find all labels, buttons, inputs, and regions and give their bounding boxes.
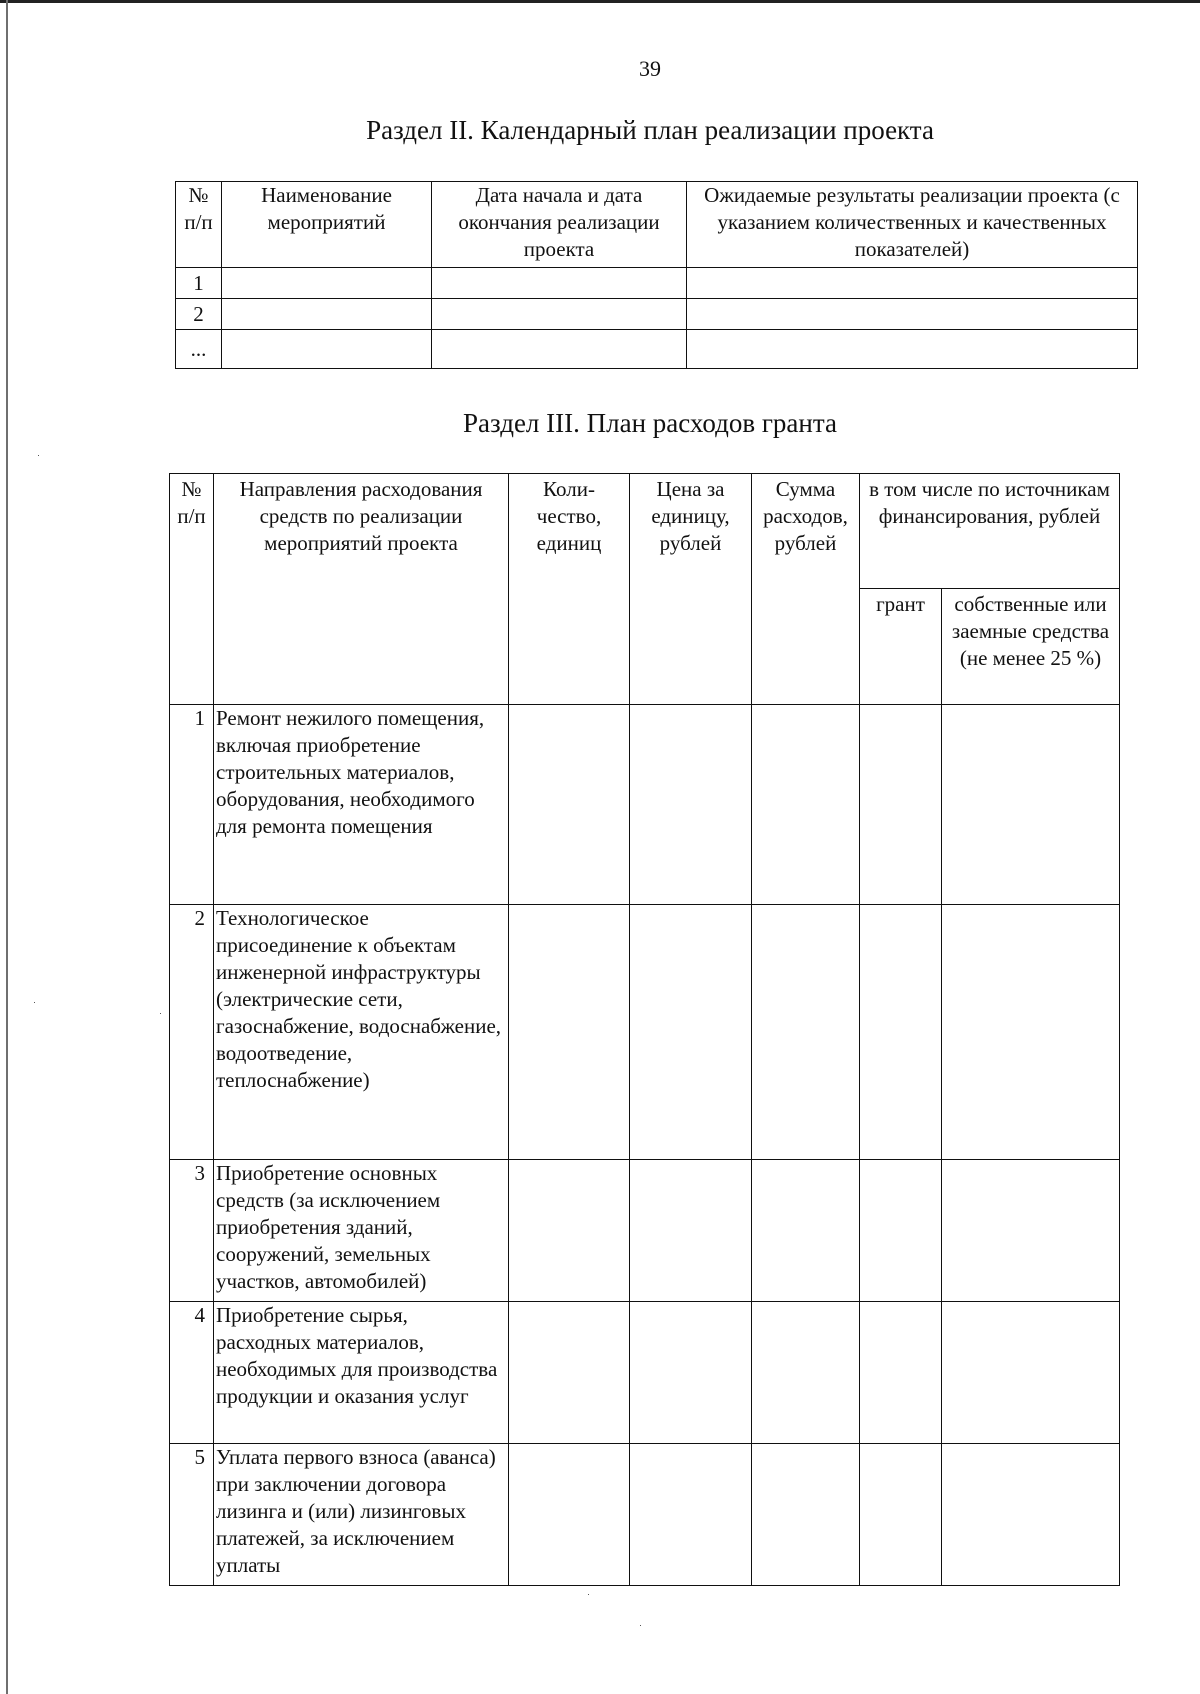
empty-cell	[509, 1160, 630, 1302]
scan-speck	[34, 1002, 35, 1003]
empty-cell	[860, 1444, 942, 1586]
empty-cell	[860, 905, 942, 1160]
table-row	[176, 330, 1138, 369]
table-row	[176, 268, 1138, 299]
row-number: 3	[170, 1160, 214, 1302]
header-own-funds: собственные или заемные средства (не менее 25 %)	[942, 589, 1120, 705]
empty-cell	[630, 1160, 752, 1302]
empty-cell	[222, 299, 432, 330]
header-dates: Дата начала и дата окончания реализации проекта	[432, 182, 687, 268]
empty-cell	[942, 905, 1120, 1160]
empty-cell	[630, 705, 752, 905]
empty-cell	[942, 1444, 1120, 1586]
scan-speck	[160, 1013, 161, 1014]
empty-cell	[630, 905, 752, 1160]
empty-cell	[752, 1302, 860, 1444]
header-quantity: Коли- чество, единиц	[509, 474, 630, 705]
table-row	[170, 1302, 1120, 1444]
table-row	[170, 1444, 1120, 1586]
empty-cell	[687, 268, 1138, 299]
table-row	[170, 1160, 1120, 1302]
grant-expenses-table	[169, 473, 1120, 1586]
scan-speck	[640, 1625, 641, 1626]
header-number: № п/п	[170, 474, 214, 705]
expense-direction: Ремонт нежилого помещения, включая приобретение строительных материалов, оборудования, необходимого для ремонта помещения	[214, 705, 509, 905]
empty-cell	[509, 1302, 630, 1444]
table-header-row	[176, 182, 1138, 268]
header-activity-name: Наименование мероприятий	[222, 182, 432, 268]
scan-speck	[588, 1594, 589, 1595]
table-row	[170, 705, 1120, 905]
scan-top-edge	[0, 0, 1200, 3]
header-grant: грант	[860, 589, 942, 705]
row-number: 2	[170, 905, 214, 1160]
row-number: 1	[176, 268, 222, 299]
empty-cell	[432, 330, 687, 369]
expense-direction: Приобретение сырья, расходных материалов, необходимых для производства продукции и оказания услуг	[214, 1302, 509, 1444]
empty-cell	[752, 905, 860, 1160]
empty-cell	[860, 1160, 942, 1302]
empty-cell	[752, 705, 860, 905]
expense-direction: Приобретение основных средств (за исключением приобретения зданий, сооружений, земельных участков, автомобилей)	[214, 1160, 509, 1302]
empty-cell	[942, 705, 1120, 905]
empty-cell	[222, 268, 432, 299]
calendar-plan-table	[175, 181, 1138, 369]
empty-cell	[860, 705, 942, 905]
empty-cell	[509, 1444, 630, 1586]
empty-cell	[630, 1302, 752, 1444]
expense-direction: Технологическое присоединение к объектам инженерной инфраструктуры (электрические сети, газоснабжение, водоснабжение, водоотведение, теплоснабжение)	[214, 905, 509, 1160]
expense-direction: Уплата первого взноса (аванса) при заключении договора лизинга и (или) лизинговых платежей, за исключением уплаты	[214, 1444, 509, 1586]
empty-cell	[432, 299, 687, 330]
empty-cell	[942, 1160, 1120, 1302]
row-number: 5	[170, 1444, 214, 1586]
header-direction: Направления расходования средств по реализации мероприятий проекта	[214, 474, 509, 705]
section-2-title: Раздел II. Календарный план реализации проекта	[366, 115, 934, 145]
empty-cell	[509, 705, 630, 905]
section-3-title: Раздел III. План расходов гранта	[463, 408, 837, 438]
header-funding-sources: в том числе по источникам финансирования, рублей	[860, 474, 1120, 589]
header-sum: Сумма расходов, рублей	[752, 474, 860, 705]
table-row	[170, 905, 1120, 1160]
row-number: 2	[176, 299, 222, 330]
header-expected-results: Ожидаемые результаты реализации проекта (с указанием количественных и качественных показателей)	[687, 182, 1138, 268]
page-number: 39	[639, 56, 661, 81]
empty-cell	[222, 330, 432, 369]
table-header-row	[170, 474, 1120, 589]
empty-cell	[942, 1302, 1120, 1444]
empty-cell	[687, 299, 1138, 330]
row-number: 1	[170, 705, 214, 905]
empty-cell	[630, 1444, 752, 1586]
scan-left-edge	[6, 0, 8, 1694]
table-row	[176, 299, 1138, 330]
empty-cell	[752, 1160, 860, 1302]
empty-cell	[752, 1444, 860, 1586]
empty-cell	[432, 268, 687, 299]
empty-cell	[687, 330, 1138, 369]
empty-cell	[509, 905, 630, 1160]
header-number: № п/п	[176, 182, 222, 268]
header-unit-price: Цена за единицу, рублей	[630, 474, 752, 705]
scan-speck	[38, 455, 39, 456]
empty-cell	[860, 1302, 942, 1444]
row-number: 4	[170, 1302, 214, 1444]
row-number: ...	[176, 330, 222, 369]
